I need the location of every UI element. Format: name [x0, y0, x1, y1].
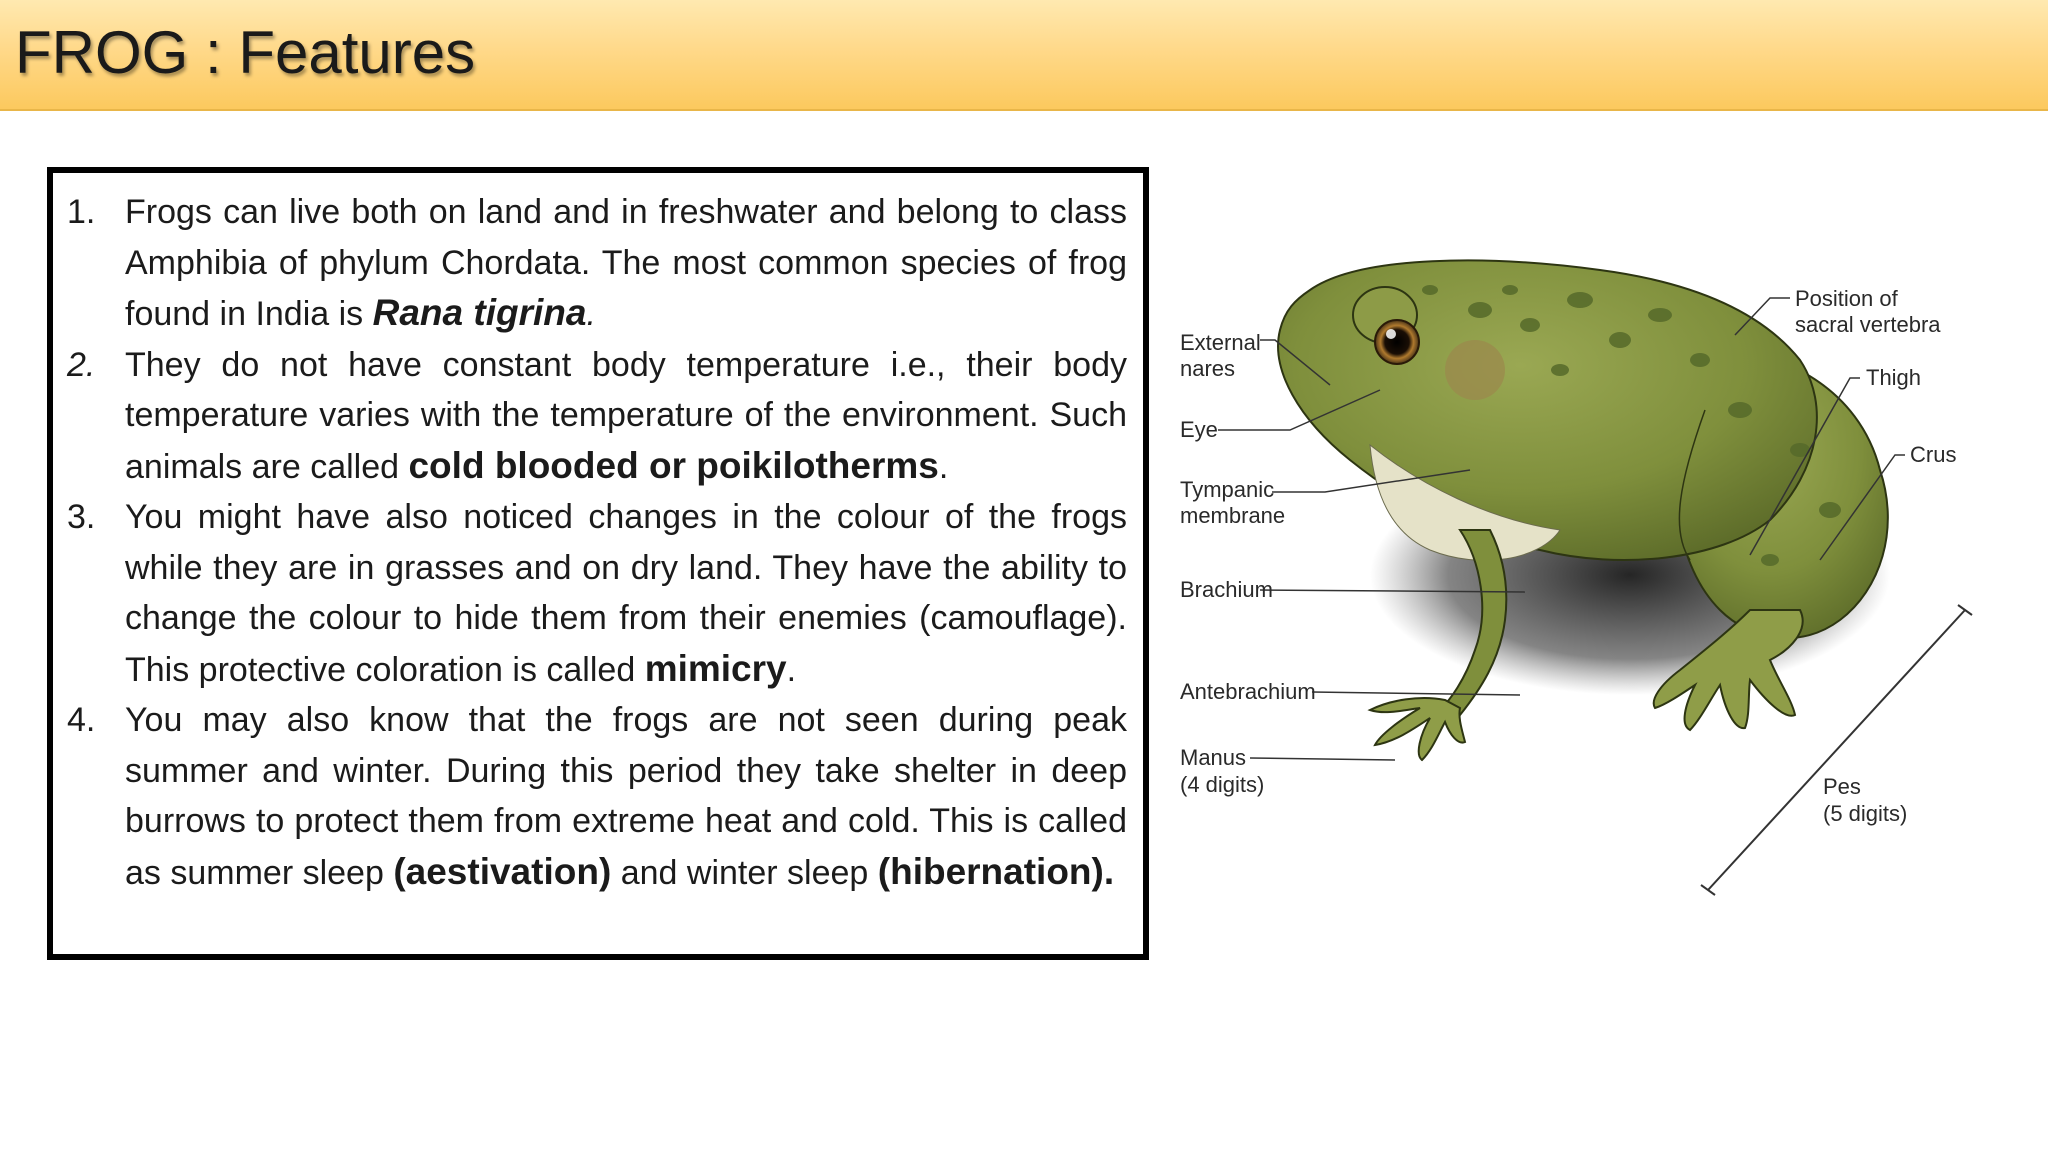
item-number: 4.	[67, 701, 96, 739]
feature-item-3	[67, 492, 1127, 695]
item-text-plain: You might have also noticed changes in the colour of the frogs while they are in grasses and on dry land. They have the ability to change the colour to hide them from their enemies (camouflage). This protective coloration is called	[125, 498, 1127, 689]
item-text	[125, 340, 1127, 493]
features-list	[67, 187, 1127, 898]
item-text	[125, 492, 1127, 695]
item-text	[125, 695, 1127, 898]
term-mimicry: mimicry	[644, 647, 787, 689]
species-name: Rana tigrina	[372, 292, 587, 333]
item-text-plain: You may also know that the frogs are not seen during peak summer and winter. During this period they take shelter in deep burrows to protect them from extreme heat and cold. This is called as summer sleep	[125, 701, 1127, 892]
label-brachium: Brachium	[1180, 577, 1273, 602]
item-text-end: .	[786, 650, 797, 689]
item-text-end: .	[938, 447, 949, 486]
item-text-plain: They do not have constant body temperature i.e., their body temperature varies with the temperature of the environment. Such animals are called	[125, 345, 1127, 486]
item-text-plain: and winter sleep	[611, 853, 878, 892]
tympanic-membrane	[1445, 340, 1505, 400]
label-thigh: Thigh	[1866, 365, 1922, 390]
feature-item-2	[67, 340, 1127, 493]
frog-eye	[1375, 320, 1419, 364]
label-pes-2: (5 digits)	[1823, 801, 1908, 826]
label-tympanic-2: membrane	[1180, 503, 1286, 528]
pes-tick-top	[1958, 605, 1972, 615]
item-text-plain: Frogs can live both on land and in freshwater and belong to class Amphibia of phylum Chordata. The most common species of frog found in India is	[125, 193, 1127, 333]
label-pes: Pes	[1823, 774, 1861, 799]
label-manus-2: (4 digits)	[1180, 772, 1265, 797]
pes-tick-bottom	[1701, 885, 1715, 895]
label-tympanic: Tympanic	[1180, 477, 1275, 502]
title-bar	[0, 0, 2048, 111]
item-number: 2.	[67, 345, 96, 384]
term-hibernation: (hibernation).	[877, 850, 1115, 892]
feature-item-4	[67, 695, 1127, 898]
label-external-nares: External	[1180, 330, 1261, 355]
fore-hand	[1370, 698, 1465, 760]
label-eye: Eye	[1180, 417, 1218, 442]
eye-highlight	[1386, 329, 1396, 339]
term-aestivation: (aestivation)	[393, 850, 612, 892]
label-sacral-2: sacral vertebra	[1795, 312, 1941, 337]
label-crus: Crus	[1910, 442, 1957, 467]
frog-illustration	[1160, 230, 2010, 930]
item-text-end: .	[586, 295, 596, 333]
item-number: 3.	[67, 498, 96, 536]
term-poikilotherms: cold blooded or poikilotherms	[408, 444, 939, 486]
label-external-nares-2: nares	[1180, 356, 1236, 381]
feature-item-1	[67, 187, 1127, 340]
item-text	[125, 187, 1127, 340]
item-number: 1.	[67, 193, 96, 231]
label-antebrachium: Antebrachium	[1180, 679, 1316, 704]
label-manus: Manus	[1180, 745, 1247, 770]
slide-title: FROG : Features	[15, 19, 476, 86]
features-box	[47, 167, 1149, 960]
frog-diagram	[1160, 230, 2010, 930]
label-sacral: Position of	[1795, 286, 1898, 311]
